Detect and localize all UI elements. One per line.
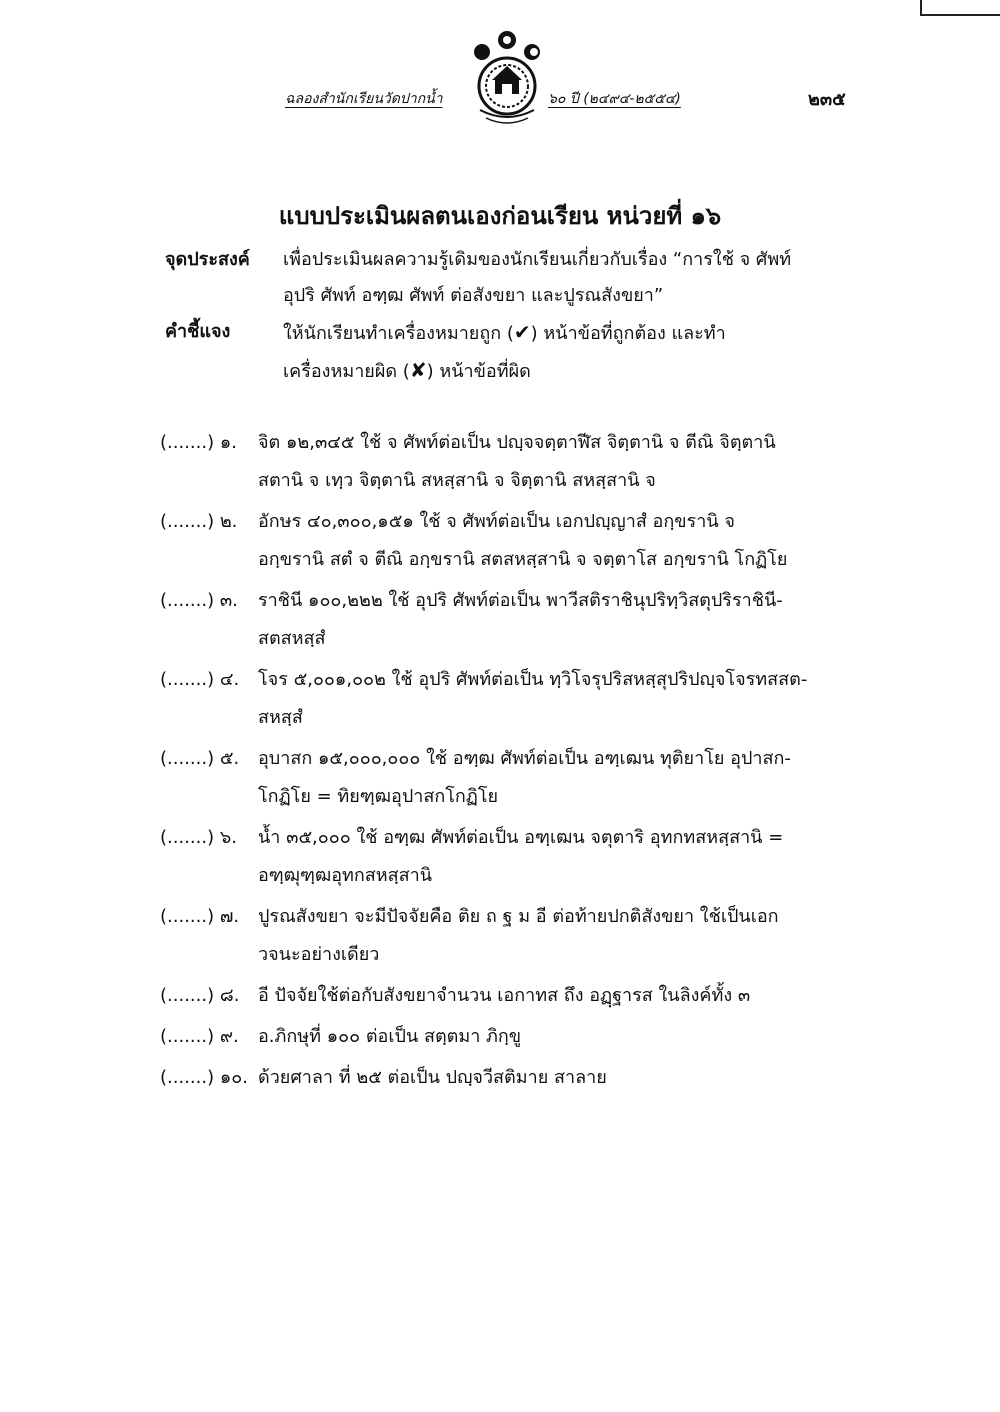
- question-item: [160, 424, 850, 500]
- cross-mark-icon: ✘: [409, 358, 427, 382]
- question-text: อี ปัจจัยใช้ต่อกับสังขยาจำนวน เอกาทส ถึง อฏฺฐารส ในลิงค์ทั้ง ๓: [258, 985, 751, 1006]
- question-text: โจร ๕,๐๐๑,๐๐๒ ใช้ อุปริ ศัพท์ต่อเป็น ทฺวิโจรุปริสหสฺสุปริปญฺจโจรทสสต- สหสฺสํ: [258, 669, 808, 728]
- answer-blank[interactable]: (.......) ๘.: [160, 985, 240, 1006]
- page-header: [0, 28, 1000, 138]
- answer-blank[interactable]: (.......) ๑๐.: [160, 1067, 248, 1088]
- answer-blank[interactable]: (.......) ๓.: [160, 590, 238, 611]
- corner-mark: [918, 0, 1000, 18]
- objective-text: [283, 242, 845, 314]
- objective-line-1: เพื่อประเมินผลความรู้เดิมของนักเรียนเกี่ยวกับเรื่อง “การใช้ จ ศัพท์: [283, 249, 792, 270]
- page-title: แบบประเมินผลตนเองก่อนเรียน หน่วยที่ ๑๖: [278, 202, 722, 230]
- question-item: [160, 819, 850, 895]
- question-text: น้ำ ๓๕,๐๐๐ ใช้ อฑฺฒ ศัพท์ต่อเป็น อฑฺเฒน จตุตาริ อุทกทสหสฺสานิ = อฑฺฒุฑฺฒอุทกสหสฺสานิ: [258, 827, 784, 886]
- question-item: [160, 898, 850, 974]
- page-number: ๒๓๕: [808, 89, 846, 110]
- answer-blank[interactable]: (.......) ๔.: [160, 669, 240, 690]
- question-list: [160, 424, 850, 1100]
- header-anniversary-text: ๖๐ ปี (๒๔๙๔-๒๕๕๔): [548, 91, 681, 107]
- question-text: จิต ๑๒,๓๔๕ ใช้ จ ศัพท์ต่อเป็น ปญฺจจตฺตาฬีส จิตฺตานิ จ ตีณิ จิตฺตานิ สตานิ จ เทฺว จิตฺตานิ สหสฺสานิ จ จิตฺตานิ สหสฺสานิ จ: [258, 432, 776, 491]
- check-mark-icon: ✔: [513, 320, 531, 344]
- header-left-text: ฉลองสำนักเรียนวัดปากน้ำ: [285, 91, 443, 107]
- question-text: ด้วยศาลา ที่ ๒๕ ต่อเป็น ปญฺจวีสติมาย สาลาย: [258, 1067, 607, 1088]
- instruction-text: [283, 314, 845, 390]
- objective-label: จุดประสงค์: [165, 249, 250, 270]
- instruction-line-1: ให้นักเรียนทำเครื่องหมายถูก (✔) หน้าข้อที่ถูกต้อง และทำ: [283, 320, 726, 344]
- question-item: [160, 1059, 850, 1097]
- temple-emblem-logo: [462, 28, 552, 128]
- answer-blank[interactable]: (.......) ๕.: [160, 748, 240, 769]
- question-item: [160, 740, 850, 816]
- question-item: [160, 582, 850, 658]
- question-item: [160, 661, 850, 737]
- answer-blank[interactable]: (.......) ๑.: [160, 432, 237, 453]
- answer-blank[interactable]: (.......) ๗.: [160, 906, 240, 927]
- question-text: อ.ภิกษุที่ ๑๐๐ ต่อเป็น สตฺตมา ภิกฺขู: [258, 1026, 522, 1047]
- objective-section: [165, 242, 845, 314]
- question-text: อักษร ๔๐,๓๐๐,๑๕๑ ใช้ จ ศัพท์ต่อเป็น เอกปญฺญาสํ อกฺขรานิ จ อกฺขรานิ สตํ จ ตีณิ อกฺขรานิ สตสหสฺสานิ จ จตฺตาโส อกฺขรานิ โกฏิโย: [258, 511, 788, 570]
- answer-blank[interactable]: (.......) ๒.: [160, 511, 238, 532]
- instruction-line-2: เครื่องหมายผิด (✘) หน้าข้อที่ผิด: [283, 358, 531, 382]
- instruction-section: [165, 314, 845, 390]
- instruction-label: คำชี้แจง: [165, 321, 231, 342]
- question-text: ราชินี ๑๐๐,๒๒๒ ใช้ อุปริ ศัพท์ต่อเป็น พาวีสติราชินุปริทฺวิสตุปริราชินี- สตสหสฺสํ: [258, 590, 783, 649]
- objective-line-2: อุปริ ศัพท์ อฑฺฒ ศัพท์ ต่อสังขยา และปูรณสังขยา”: [283, 285, 664, 306]
- question-text: อุบาสก ๑๕,๐๐๐,๐๐๐ ใช้ อฑฺฒ ศัพท์ต่อเป็น อฑฺเฒน ทุติยาโย อุปาสก- โกฏิโย = ทิยฑฺฒอุปาสกโกฏิโย: [258, 748, 791, 807]
- question-item: [160, 503, 850, 579]
- question-item: [160, 1018, 850, 1056]
- question-item: [160, 977, 850, 1015]
- answer-blank[interactable]: (.......) ๙.: [160, 1026, 239, 1047]
- question-text: ปูรณสังขยา จะมีปัจจัยคือ ติย ถ ฐ ม อี ต่อท้ายปกติสังขยา ใช้เป็นเอก วจนะอย่างเดียว: [258, 906, 779, 965]
- answer-blank[interactable]: (.......) ๖.: [160, 827, 237, 848]
